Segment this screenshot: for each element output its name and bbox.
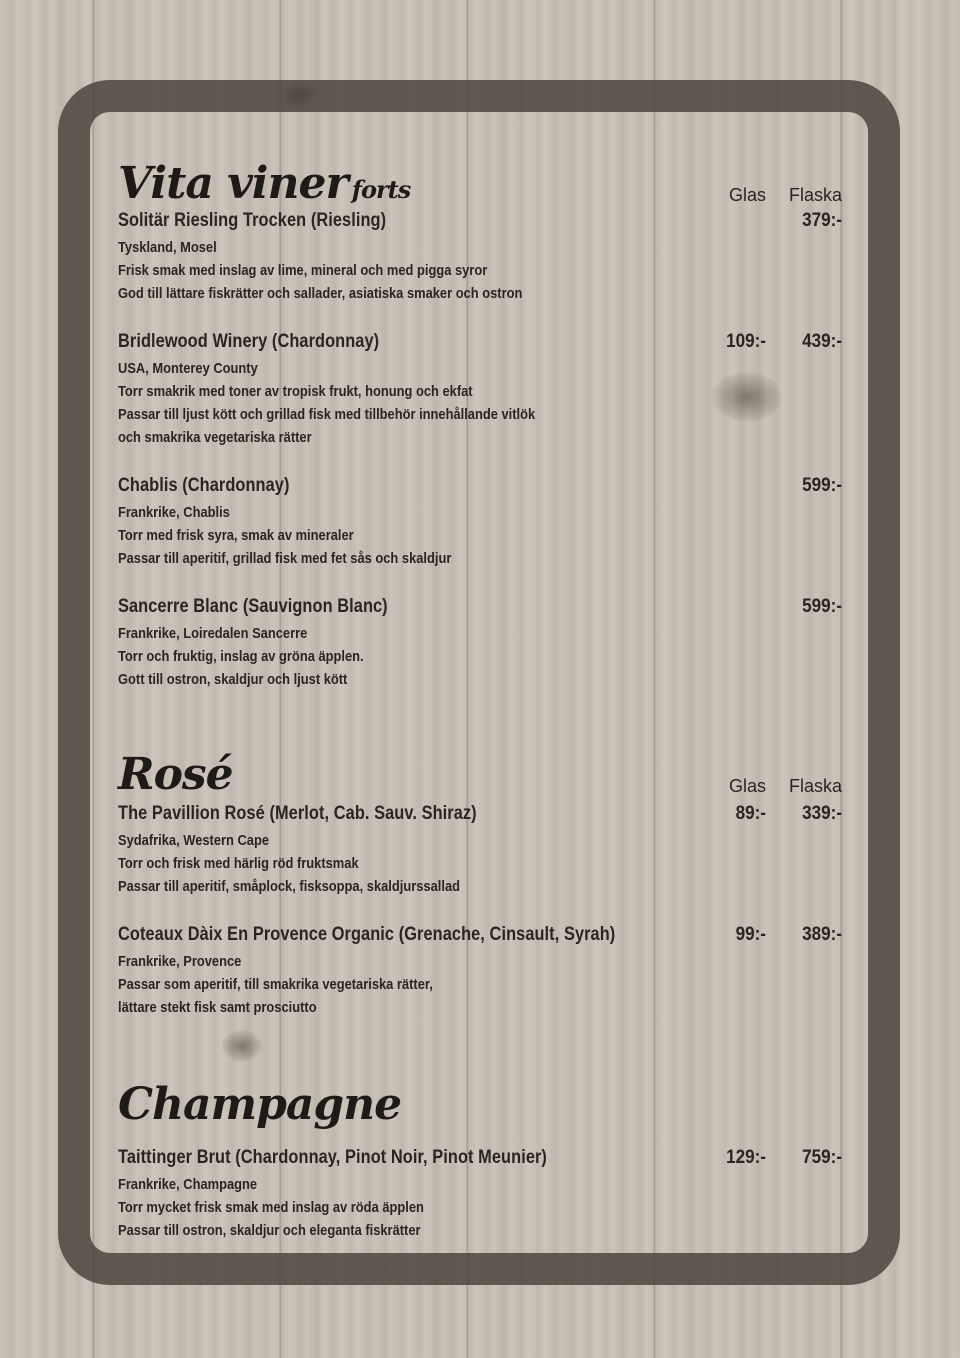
wine-name: Solitär Riesling Trocken (Riesling) xyxy=(118,210,387,231)
wine-pairing: Passar till aperitif, småplock, fisksoppa, skaldjurssallad xyxy=(118,878,460,895)
wine-name: Sancerre Blanc (Sauvignon Blanc) xyxy=(118,596,388,617)
price-flaska: 379:- xyxy=(802,210,842,231)
wine-item xyxy=(118,924,842,1019)
price-flaska: 389:- xyxy=(802,924,842,945)
section-header-champagne xyxy=(118,1071,842,1130)
wine-name: Taittinger Brut (Chardonnay, Pinot Noir, Pinot Meunier) xyxy=(118,1147,547,1168)
wine-origin: Frankrike, Champagne xyxy=(118,1176,258,1193)
price-flaska: 599:- xyxy=(802,475,842,496)
wine-name: Bridlewood Winery (Chardonnay) xyxy=(118,331,380,352)
wine-origin: Sydafrika, Western Cape xyxy=(118,832,270,849)
wine-description: Torr och frisk med härlig röd fruktsmak xyxy=(118,855,359,872)
wine-description: Torr med frisk syra, smak av mineraler xyxy=(118,527,354,544)
wine-origin: Tyskland, Mosel xyxy=(118,239,217,256)
column-headers xyxy=(706,185,842,206)
column-flaska: Flaska xyxy=(788,185,842,205)
wine-item xyxy=(118,1147,842,1242)
wine-description: Frisk smak med inslag av lime, mineral och med pigga syror xyxy=(118,262,488,279)
column-glas: Glas xyxy=(728,776,766,796)
wine-pairing: Passar till ljust kött och grillad fisk med tillbehör innehållande vitlök xyxy=(118,406,536,423)
wine-item xyxy=(118,331,842,449)
wine-origin: Frankrike, Provence xyxy=(118,953,242,970)
price-flaska: 439:- xyxy=(802,331,842,352)
wine-pairing: God till lättare fiskrätter och sallader, asiatiska smaker och ostron xyxy=(118,285,523,302)
section-subtitle: forts xyxy=(351,175,411,204)
wine-pairing: Passar som aperitif, till smakrika vegetariska rätter, xyxy=(118,976,433,993)
wine-origin: Frankrike, Chablis xyxy=(118,504,230,521)
wine-description: Torr mycket frisk smak med inslag av röda äpplen xyxy=(118,1199,424,1216)
column-flaska: Flaska xyxy=(788,776,842,796)
price-glas: 89:- xyxy=(735,803,766,824)
wine-origin: Frankrike, Loiredalen Sancerre xyxy=(118,625,308,642)
wine-description: Torr och fruktig, inslag av gröna äpplen. xyxy=(118,648,364,665)
wine-item xyxy=(118,803,842,898)
wine-pairing-cont: och smakrika vegetariska rätter xyxy=(118,429,312,446)
wine-pairing: Passar till ostron, skaldjur och eleganta fiskrätter xyxy=(118,1222,421,1239)
price-flaska: 339:- xyxy=(802,803,842,824)
section-title: Rosé xyxy=(118,749,233,800)
column-headers xyxy=(706,776,842,797)
price-glas: 109:- xyxy=(726,331,766,352)
wine-name: Coteaux Dàix En Provence Organic (Grenache, Cinsault, Syrah) xyxy=(118,924,616,945)
wine-name: Chablis (Chardonnay) xyxy=(118,475,290,496)
column-glas: Glas xyxy=(728,185,766,205)
wine-pairing: Gott till ostron, skaldjur och ljust kött xyxy=(118,671,348,688)
section-title: Champagne xyxy=(118,1079,402,1130)
wine-pairing-cont: lättare stekt fisk samt prosciutto xyxy=(118,999,317,1016)
wine-item xyxy=(118,210,842,305)
wine-item xyxy=(118,475,842,570)
wine-name: The Pavillion Rosé (Merlot, Cab. Sauv. Shiraz) xyxy=(118,803,477,824)
price-glas: 129:- xyxy=(726,1147,766,1168)
wine-description: Torr smakrik med toner av tropisk frukt, honung och ekfat xyxy=(118,383,473,400)
section-header-vita-viner xyxy=(118,150,842,209)
price-flaska: 759:- xyxy=(802,1147,842,1168)
section-header-rose xyxy=(118,741,842,800)
price-flaska: 599:- xyxy=(802,596,842,617)
wine-menu xyxy=(118,150,842,1242)
wine-pairing: Passar till aperitif, grillad fisk med fet sås och skaldjur xyxy=(118,550,452,567)
section-title: Vita viner xyxy=(118,158,348,209)
wood-knot xyxy=(282,82,316,108)
wine-item xyxy=(118,596,842,691)
wine-origin: USA, Monterey County xyxy=(118,360,258,377)
price-glas: 99:- xyxy=(735,924,766,945)
